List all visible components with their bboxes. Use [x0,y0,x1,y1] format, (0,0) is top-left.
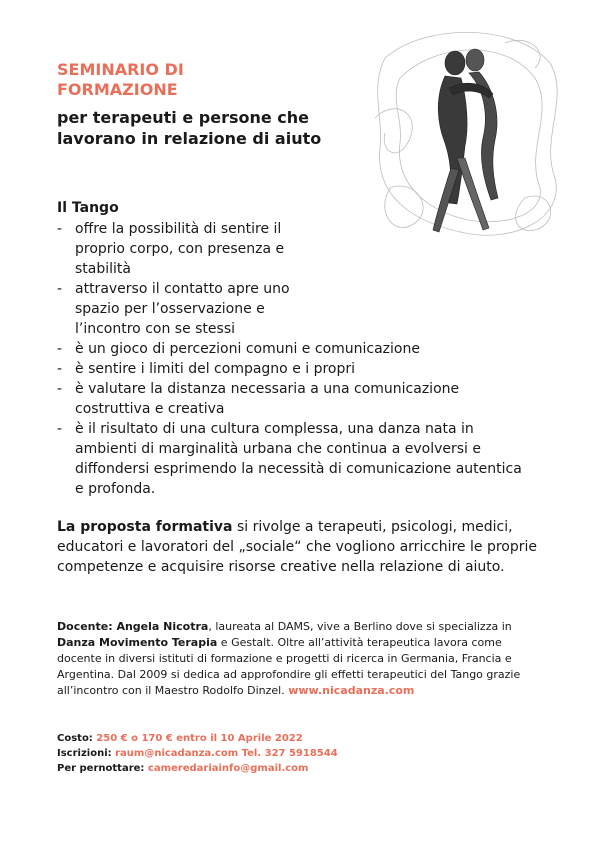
list-item: - attraverso il contatto apre uno spazio per l’osservazione e l’incontro con se stessi [57,279,315,339]
cost-line [57,731,537,746]
stay-email[interactable]: cameredariainfo@gmail.com [144,763,309,774]
cost-value: 250 € o 170 € entro il 10 Aprile 2022 [92,733,303,744]
signup-line [57,746,537,761]
list-item: - è un gioco di percezioni comuni e comunicazione [57,339,527,359]
list-item: - offre la possibilità di sentire il proprio corpo, con presenza e stabilità [57,219,315,279]
list-item: - è valutare la distanza necessaria a una comunicazione costruttiva e creativa [57,379,527,419]
tango-dancers-icon [365,18,565,248]
info-block [57,731,537,776]
teacher-text-2: e Gestalt. Oltre all’attività terapeutica lavora come docente in diversi istituti di formazione e progetti di ricerca in Germania, Francia e Argentina. Dal 2009 si dedica ad approfondire gli effetti terapeutici del Tango grazie all’incontro con il Maestro Rodolfo Dinzel. [57,636,521,697]
website-link[interactable]: www.nicadanza.com [288,684,415,697]
tango-heading: Il Tango [57,200,119,216]
tango-dancers-illustration [365,18,565,248]
teacher-paragraph [57,619,547,699]
seminar-title-line2: FORMAZIONE [57,80,178,99]
proposal-text: si rivolge a terapeuti, psicologi, medici, educatori e lavoratori del „sociale“ che vogliono arricchire le proprie competenze e acquisire risorse creative nella relazione di aiuto. [57,519,537,575]
teacher-text-1: , laureata al DAMS, vive a Berlino dove si specializza in [208,620,512,633]
teacher-name: Angela Nicotra [112,620,209,633]
list-item: - è il risultato di una cultura complessa, una danza nata in ambienti di marginalità urbana che continua a evolversi e diffondersi esprimendo la necessità di comunicazione autentica e profonda. [57,419,527,499]
seminar-title-line1: SEMINARIO DI [57,60,184,79]
proposal-lead: La proposta formativa [57,519,233,535]
signup-label: Iscrizioni: [57,748,112,759]
teacher-specialty: Danza Movimento Terapia [57,636,218,649]
cost-label: Costo: [57,733,93,744]
tango-list [57,219,527,499]
list-item: - è sentire i limiti del compagno e i propri [57,359,527,379]
proposal-paragraph [57,517,537,577]
stay-line [57,761,537,776]
seminar-subtitle: per terapeuti e persone che lavorano in relazione di aiuto [57,108,322,148]
stay-label: Per pernottare: [57,763,145,774]
seminar-title [57,60,357,100]
teacher-label: Docente: [57,620,113,633]
signup-contact[interactable]: raum@nicadanza.com Tel. 327 5918544 [111,748,338,759]
